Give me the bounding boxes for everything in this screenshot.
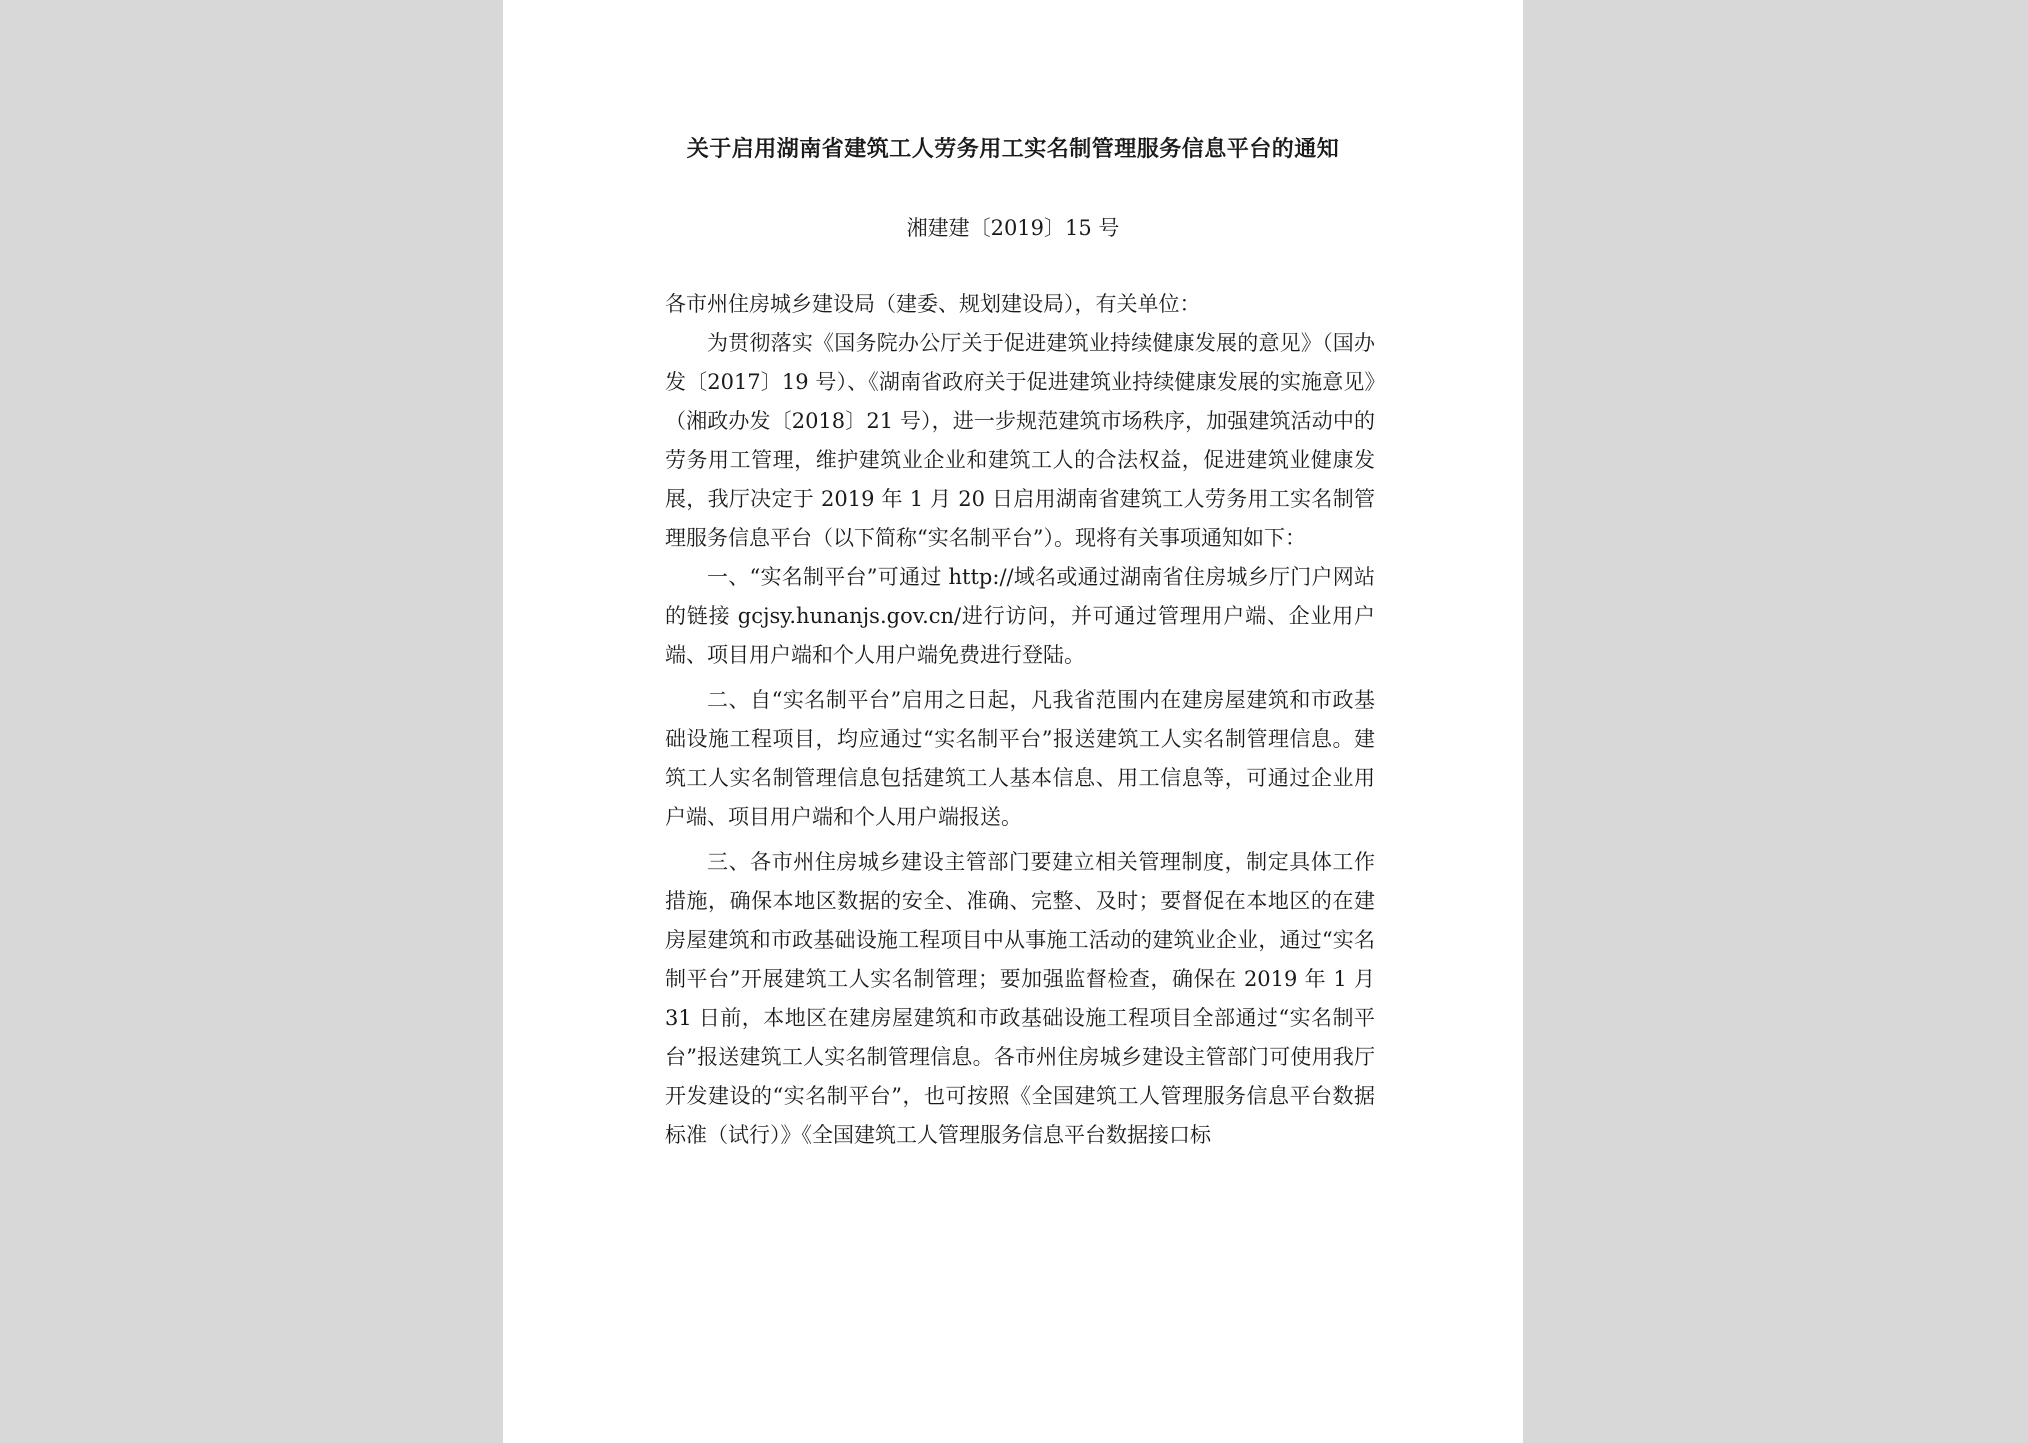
section-two-paragraph: 二、自“实名制平台”启用之日起，凡我省范围内在建房屋建筑和市政基础设施工程项目，均应通过“实名制平台”报送建筑工人实名制管理信息。建筑工人实名制管理信息包括建筑工人基本信息、用工信息等，可通过企业用户端、项目用户端和个人用户端报送。 xyxy=(665,688,1375,829)
salutation: 各市州住房城乡建设局（建委、规划建设局），有关单位： xyxy=(665,292,1201,316)
document-title: 关于启用湖南省建筑工人劳务用工实名制管理服务信息平台的通知 xyxy=(686,136,1340,162)
section-three-paragraph: 三、各市州住房城乡建设主管部门要建立相关管理制度，制定具体工作措施，确保本地区数据的安全、准确、完整、及时；要督促在本地区的在建房屋建筑和市政基础设施工程项目中从事施工活动的建筑业企业，通过“实名制平台”开展建筑工人实名制管理；要加强监督检查，确保在 2019 年 1 月 31 日前，本地区在建房屋建筑和市政基础设施工程项目全部通过“实名制平台”报送建筑工人实名制管理信息。各市州住房城乡建设主管部门可使用我厅开发建设的“实名制平台”，也可按照《全国建筑工人管理服务信息平台数据标准（试行）》《全国建筑工人管理服务信息平台数据接口标 xyxy=(665,850,1375,1147)
section-one-paragraph: 一、“实名制平台”可通过 http://域名或通过湖南省住房城乡厅门户网站的链接 gcjsy.hunanjs.gov.cn/进行访问，并可通过管理用户端、企业用户端、项目用户端和个人用户端免费进行登陆。 xyxy=(665,565,1375,667)
document-body xyxy=(665,285,1375,1155)
intro-paragraph: 为贯彻落实《国务院办公厅关于促进建筑业持续健康发展的意见》（国办发〔2017〕19 号）、《湖南省政府关于促进建筑业持续健康发展的实施意见》（湘政办发〔2018〕21 号），进一步规范建筑市场秩序，加强建筑活动中的劳务用工管理，维护建筑业企业和建筑工人的合法权益，促进建筑业健康发展，我厅决定于 2019 年 1 月 20 日启用湖南省建筑工人劳务用工实名制管理服务信息平台（以下简称“实名制平台”）。现将有关事项通知如下： xyxy=(665,331,1375,550)
document-number: 湘建建〔2019〕15 号 xyxy=(906,216,1120,240)
document-page xyxy=(503,0,1523,1443)
